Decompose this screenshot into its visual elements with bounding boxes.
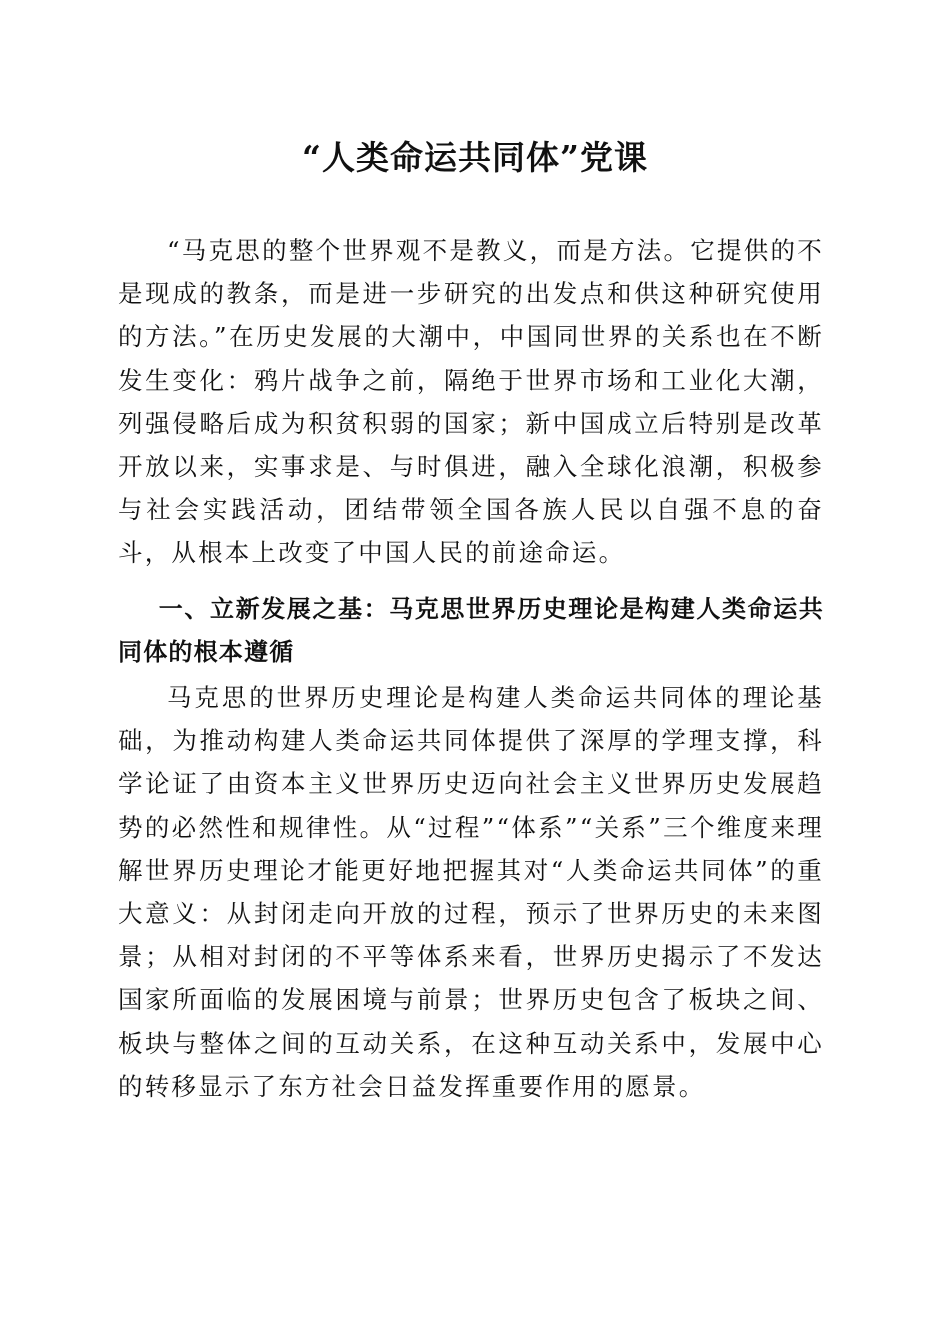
section-1-paragraph: 马克思的世界历史理论是构建人类命运共同体的理论基础，为推动构建人类命运共同体提供了深厚的学理支撑，科学论证了由资本主义世界历史迈向社会主义世界历史发展趋势的必然性和规律性。从“过程”“体系”“关系”三个维度来理解世界历史理论才能更好地把握其对“人类命运共同体”的重大意义：从封闭走向开放的过程，预示了世界历史的未来图景；从相对封闭的不平等体系来看，世界历史揭示了不发达国家所面临的发展困境与前景；世界历史包含了板块之间、板块与整体之间的互动关系，在这种互动关系中，发展中心的转移显示了东方社会日益发挥重要作用的愿景。 xyxy=(118,683,824,1101)
section-heading-1: 一、立新发展之基：马克思世界历史理论是构建人类命运共同体的根本遵循 xyxy=(118,595,824,667)
intro-paragraph: “马克思的整个世界观不是教义，而是方法。它提供的不是现成的教条，而是进一步研究的出发点和供这种研究使用的方法。”在历史发展的大潮中，中国同世界的关系也在不断发生变化：鸦片战争之前，隔绝于世界市场和工业化大潮，列强侵略后成为积贫积弱的国家；新中国成立后特别是改革开放以来，实事求是、与时俱进，融入全球化浪潮，积极参与社会实践活动，团结带领全国各族人民以自强不息的奋斗，从根本上改变了中国人民的前途命运。 xyxy=(118,236,824,568)
document-title: “人类命运共同体”党课 xyxy=(302,138,648,177)
